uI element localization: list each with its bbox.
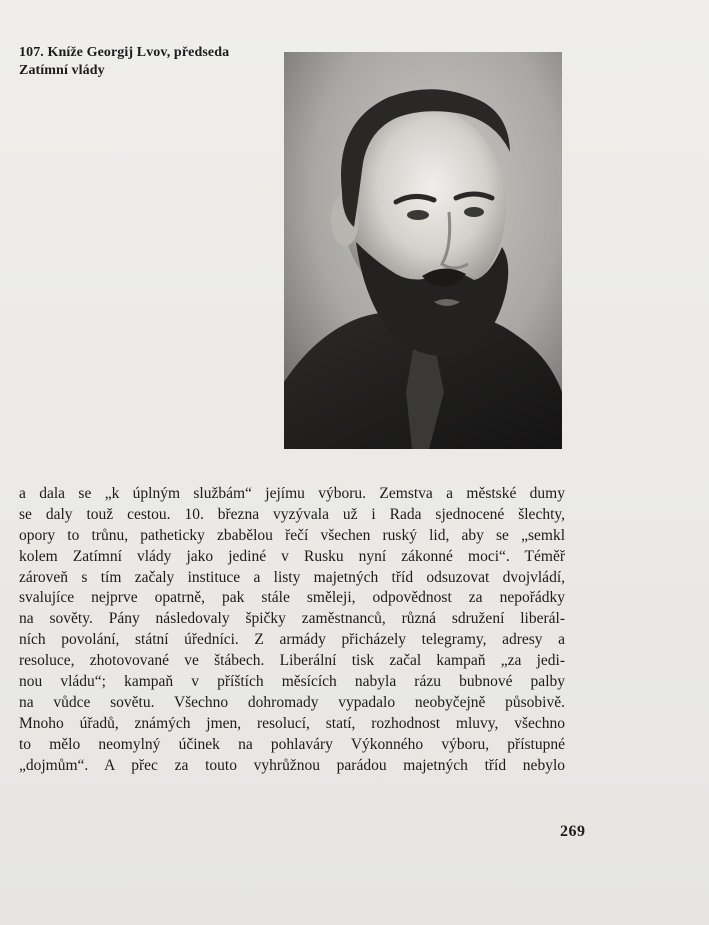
body-line: svalujíce nejprve opatrně, pak stále směleji, odpovědnost za nepořádky [19, 589, 565, 607]
body-line: zároveň s tím začaly instituce a listy majetných tříd odsuzovat dvojvládí, [19, 568, 565, 586]
caption-line-2: Zatímní vlády [19, 63, 105, 78]
body-line: kolem Zatímní vlády jako jediné v Rusku nyní zákonné moci“. Téměř [19, 547, 565, 565]
body-line: nou vládu“; kampaň v příštích měsících nabyla rázu bubnové palby [19, 673, 565, 691]
caption-line-1: 107. Kníže Georgij Lvov, předseda [19, 45, 230, 60]
body-text [19, 484, 565, 776]
portrait-photo [284, 52, 562, 449]
body-line: ních povolání, státní úředníci. Z armády přicházely telegramy, adresy a [19, 631, 565, 649]
figure-caption [19, 44, 269, 80]
body-line: na sověty. Pány následovaly špičky zaměstnanců, různá sdružení liberál- [19, 610, 565, 628]
body-line: na vůdce sovětu. Všechno dohromady vypadalo neobyčejně působivě. [19, 693, 565, 711]
page-number: 269 [560, 823, 586, 840]
body-line: se daly touž cestou. 10. března vyzývala už i Rada sjednocené šlechty, [19, 505, 565, 523]
body-line: opory to trůnu, patheticky zbabělou řečí všechen ruský lid, aby se „semkl [19, 526, 565, 544]
body-line: a dala se „k úplným službám“ jejímu výboru. Zemstva a městské dumy [19, 485, 565, 502]
body-line: „dojmům“. A přec za touto vyhrůžnou parádou majetných tříd nebylo [19, 756, 565, 774]
body-line: resoluce, zhotovované ve štábech. Liberální tisk začal kampaň „za jedi- [19, 652, 565, 670]
body-line: Mnoho úřadů, známých jmen, resolucí, statí, rozhodnost mluvy, všechno [19, 714, 565, 732]
body-line: to mělo neomylný účinek na pohlaváry Výkonného výboru, přístupné [19, 735, 565, 753]
